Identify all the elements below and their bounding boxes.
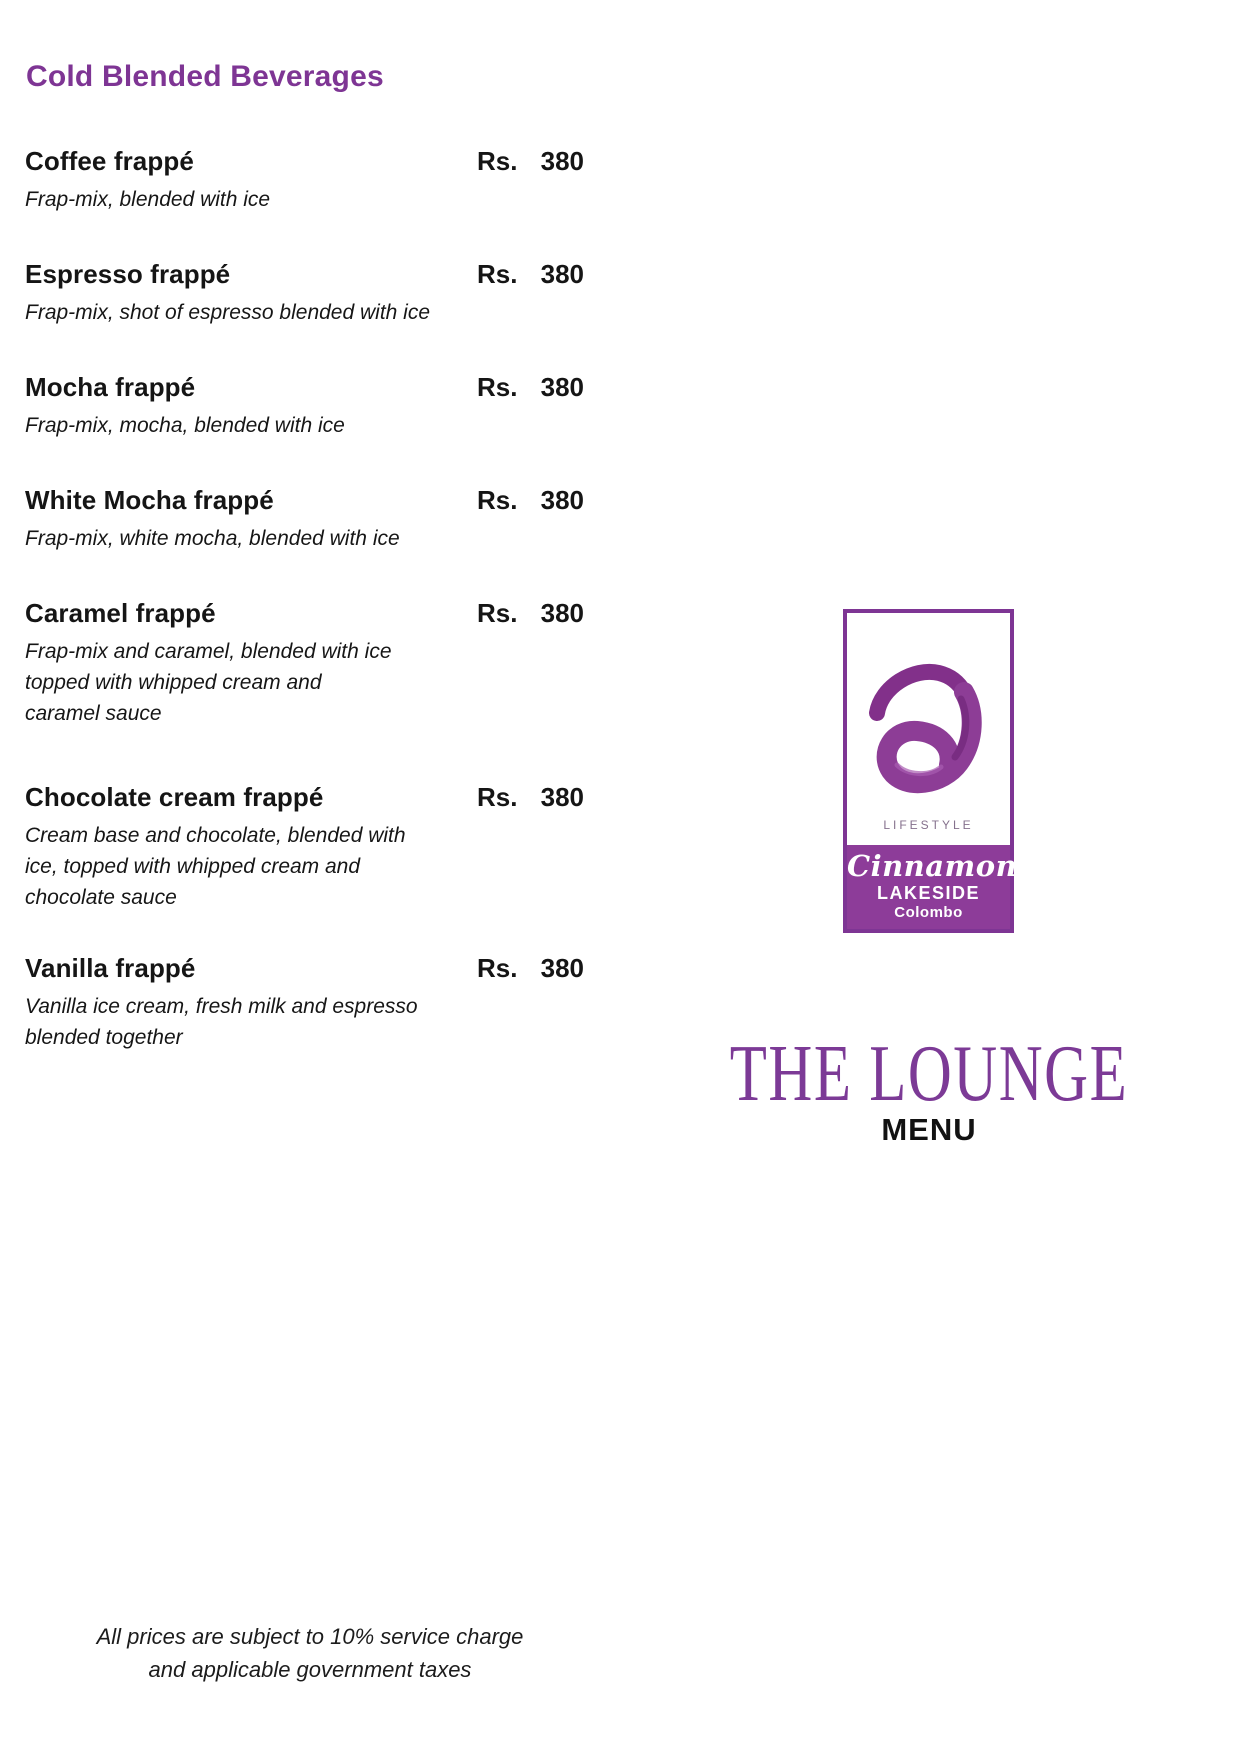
item-price (477, 598, 584, 629)
item-description (25, 184, 590, 215)
item-price (477, 782, 584, 813)
item-price (477, 146, 584, 177)
item-description-line: topped with whipped cream and (25, 671, 322, 694)
item-description-line: Frap-mix, mocha, blended with ice (25, 414, 345, 437)
price-currency: Rs. (477, 146, 518, 176)
menu-item (25, 782, 590, 913)
item-description-line: Vanilla ice cream, fresh milk and espresso (25, 995, 418, 1018)
item-name: Mocha frappé (25, 372, 196, 402)
menu-item-header (25, 372, 590, 404)
item-name: White Mocha frappé (25, 485, 274, 515)
item-name: Chocolate cream frappé (25, 782, 324, 812)
item-name: Espresso frappé (25, 259, 231, 289)
menu-item-header (25, 485, 590, 517)
price-value: 380 (540, 372, 584, 402)
item-description (25, 523, 590, 554)
item-name: Vanilla frappé (25, 953, 196, 983)
item-description-line: Frap-mix and caramel, blended with ice (25, 640, 392, 663)
menu-item (25, 259, 590, 328)
item-name: Caramel frappé (25, 598, 216, 628)
menu-subtitle: MENU (881, 1112, 977, 1147)
item-price (477, 259, 584, 290)
price-currency: Rs. (477, 372, 518, 402)
item-description-line: Frap-mix, blended with ice (25, 188, 271, 211)
menu-item-header (25, 782, 590, 814)
price-currency: Rs. (477, 598, 518, 628)
section-title: Cold Blended Beverages (26, 60, 384, 93)
colombo-label: Colombo (894, 904, 963, 921)
brush-stroke-a-icon (860, 659, 992, 799)
item-price (477, 953, 584, 984)
menu-item (25, 146, 590, 215)
item-description-line: Frap-mix, white mocha, blended with ice (25, 527, 400, 550)
footer-line-2: and applicable government taxes (148, 1657, 472, 1682)
lounge-title: THE LOUNGE (729, 1030, 1129, 1118)
menu-item-header (25, 598, 590, 630)
menu-item-header (25, 146, 590, 178)
item-description (25, 410, 590, 441)
item-description (25, 297, 590, 328)
price-value: 380 (540, 485, 584, 515)
item-description-line: Cream base and chocolate, blended with (25, 824, 406, 847)
item-description-line: blended together (25, 1026, 183, 1049)
item-description (25, 636, 590, 729)
footer-note (25, 1620, 595, 1686)
menu-item (25, 372, 590, 441)
price-value: 380 (540, 953, 584, 983)
item-description-line: caramel sauce (25, 702, 162, 725)
lakeside-label: LAKESIDE (876, 883, 980, 903)
item-description (25, 991, 590, 1053)
menu-item (25, 953, 590, 1053)
item-description-line: Frap-mix, shot of espresso blended with ice (25, 301, 431, 324)
menu-item (25, 598, 590, 729)
menu-items-list (25, 146, 590, 1097)
lifestyle-label: LIFESTYLE (883, 818, 974, 832)
logo-emblem-area (847, 613, 1010, 845)
menu-item-header (25, 953, 590, 985)
item-description-line: ice, topped with whipped cream and (25, 855, 361, 878)
price-currency: Rs. (477, 259, 518, 289)
item-description-line: chocolate sauce (25, 886, 177, 909)
footer-line-1: All prices are subject to 10% service charge (96, 1624, 524, 1649)
price-value: 380 (540, 259, 584, 289)
cinnamon-lakeside-logo (843, 609, 1018, 933)
item-description (25, 820, 590, 913)
menu-item-header (25, 259, 590, 291)
item-name: Coffee frappé (25, 146, 194, 176)
price-currency: Rs. (477, 782, 518, 812)
item-price (477, 372, 584, 403)
item-price (477, 485, 584, 516)
logo-brand-band (847, 845, 1018, 929)
cinnamon-wordmark: Cinnamon (847, 849, 1018, 883)
price-value: 380 (540, 598, 584, 628)
price-value: 380 (540, 146, 584, 176)
menu-item (25, 485, 590, 554)
price-currency: Rs. (477, 953, 518, 983)
price-value: 380 (540, 782, 584, 812)
price-currency: Rs. (477, 485, 518, 515)
